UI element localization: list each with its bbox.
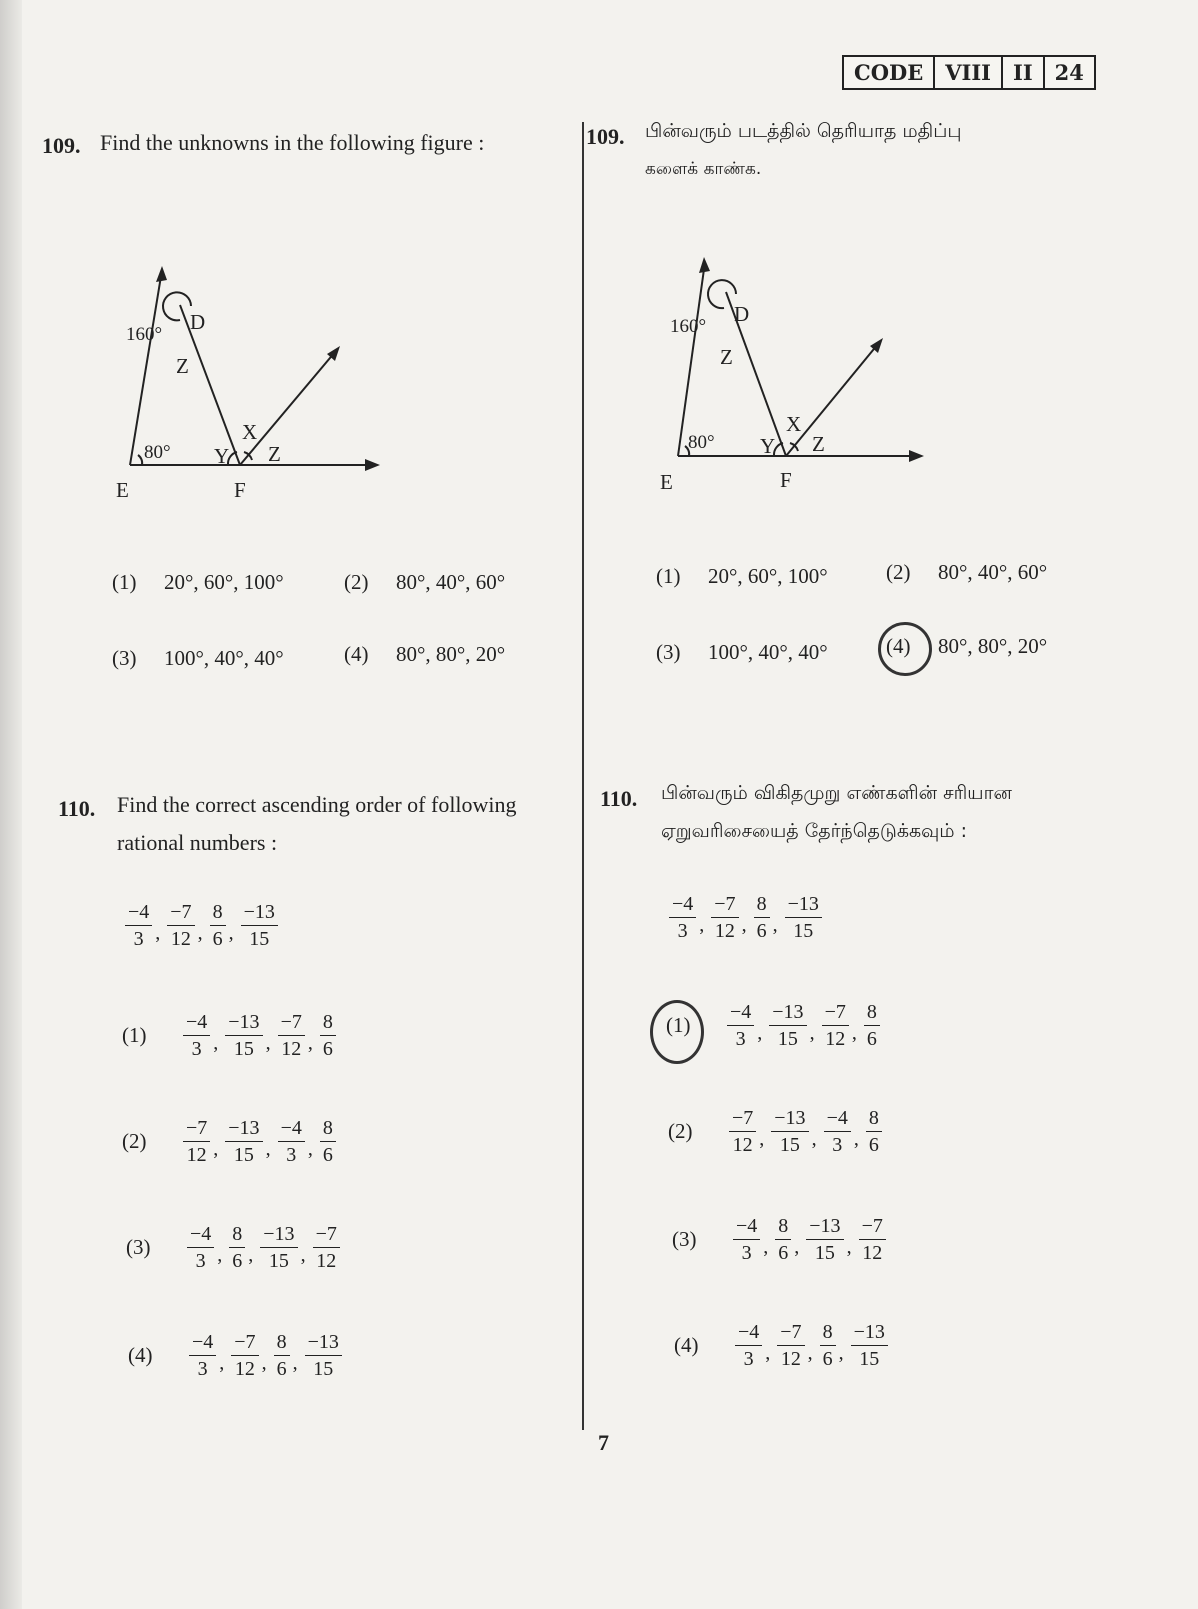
answer-circle-mark (878, 622, 932, 676)
fraction (727, 1000, 754, 1051)
denominator: 15 (249, 928, 270, 950)
fraction (735, 1320, 762, 1371)
question-number: 110. (600, 786, 638, 811)
fraction (754, 892, 770, 943)
denominator: 15 (268, 1250, 289, 1272)
fraction (824, 1106, 851, 1157)
fraction (320, 1116, 336, 1167)
denominator: 3 (832, 1134, 843, 1156)
denominator: 3 (197, 1358, 208, 1380)
figure-label: Z (176, 354, 189, 378)
denominator: 12 (862, 1242, 883, 1264)
question-text: பின்வரும் படத்தில் தெரியாத மதிப்பு களைக் காண்க. (645, 120, 962, 179)
comma: , (265, 1138, 271, 1160)
fraction (229, 1222, 245, 1273)
denominator: 12 (281, 1038, 302, 1060)
fraction (183, 1116, 210, 1167)
denominator: 6 (822, 1348, 833, 1370)
code-part: VIII (933, 57, 1001, 88)
numerator: −7 (183, 1116, 210, 1142)
numerator: 8 (229, 1222, 245, 1248)
comma: , (763, 1236, 769, 1258)
figure-label: F (234, 478, 246, 502)
denominator: 12 (234, 1358, 255, 1380)
denominator: 6 (322, 1144, 333, 1166)
option[interactable] (122, 1010, 339, 1061)
comma: , (213, 1138, 219, 1160)
fraction (771, 1106, 808, 1157)
comma: , (794, 1236, 800, 1258)
option[interactable] (126, 1222, 343, 1273)
denominator: 15 (814, 1242, 835, 1264)
denominator: 3 (191, 1038, 202, 1060)
numerator: −7 (859, 1214, 886, 1240)
denominator: 3 (677, 920, 688, 942)
numerator: −13 (851, 1320, 888, 1346)
fraction (189, 1330, 216, 1381)
denominator: 6 (778, 1242, 789, 1264)
option[interactable] (122, 1116, 339, 1167)
denominator: 15 (777, 1028, 798, 1050)
fraction (785, 892, 822, 943)
comma: , (851, 1022, 857, 1044)
angle-figure (110, 260, 400, 510)
numerator: −4 (125, 900, 152, 926)
option[interactable]: (2) 80°, 40°, 60° (344, 570, 506, 594)
figure-label: Y (214, 444, 230, 468)
fraction (278, 1010, 305, 1061)
angle-figure (658, 250, 948, 490)
option[interactable]: (3) 100°, 40°, 40° (656, 640, 828, 664)
fraction (278, 1116, 305, 1167)
code-part: 24 (1043, 57, 1094, 88)
fraction (711, 892, 738, 943)
denominator: 15 (859, 1348, 880, 1370)
figure-label: Y (760, 434, 776, 458)
numerator: −13 (771, 1106, 808, 1132)
numerator: −7 (822, 1000, 849, 1026)
question-text: Find the correct ascending order of following rational numbers : (117, 792, 517, 855)
comma: , (807, 1342, 813, 1364)
comma: , (741, 914, 747, 936)
denominator: 12 (186, 1144, 207, 1166)
numerator: −7 (313, 1222, 340, 1248)
fraction (775, 1214, 791, 1265)
option-number: (4) (128, 1343, 153, 1367)
denominator: 12 (170, 928, 191, 950)
numerator: 8 (775, 1214, 791, 1240)
figure-label: E (660, 470, 673, 494)
option-number: (1) (666, 1013, 691, 1037)
comma: , (699, 914, 705, 936)
fraction (260, 1222, 297, 1273)
fraction (864, 1000, 880, 1051)
comma: , (757, 1022, 763, 1044)
fraction (225, 1116, 262, 1167)
denominator: 12 (732, 1134, 753, 1156)
numerator: −13 (305, 1330, 342, 1356)
option[interactable]: (2) 80°, 40°, 60° (886, 560, 1048, 584)
fraction (305, 1330, 342, 1381)
comma: , (217, 1244, 223, 1266)
numerator: −13 (241, 900, 278, 926)
denominator: 3 (286, 1144, 297, 1166)
denominator: 12 (316, 1250, 337, 1272)
denominator: 15 (233, 1144, 254, 1166)
denominator: 12 (825, 1028, 846, 1050)
question-text: Find the unknowns in the following figure : (100, 130, 485, 155)
numerator: −4 (733, 1214, 760, 1240)
denominator: 3 (735, 1028, 746, 1050)
numerator: 8 (274, 1330, 290, 1356)
given-fractions (122, 900, 281, 951)
denominator: 6 (276, 1358, 287, 1380)
denominator: 15 (313, 1358, 334, 1380)
comma: , (228, 922, 234, 944)
option[interactable] (668, 1106, 885, 1157)
comma: , (811, 1128, 817, 1150)
denominator: 12 (714, 920, 735, 942)
fraction (859, 1214, 886, 1265)
denominator: 3 (133, 928, 144, 950)
figure-label: Z (812, 432, 825, 456)
figure-label: D (190, 310, 206, 334)
comma: , (772, 914, 778, 936)
fraction (210, 900, 226, 951)
option-number: (2) (122, 1129, 147, 1153)
figure-label: X (242, 420, 258, 444)
denominator: 6 (756, 920, 767, 942)
numerator: −7 (167, 900, 194, 926)
comma: , (846, 1236, 852, 1258)
denominator: 6 (866, 1028, 877, 1050)
numerator: −13 (225, 1116, 262, 1142)
question-number: 110. (58, 796, 96, 821)
numerator: −13 (225, 1010, 262, 1036)
denominator: 15 (233, 1038, 254, 1060)
numerator: 8 (754, 892, 770, 918)
numerator: −7 (231, 1330, 258, 1356)
numerator: −13 (260, 1222, 297, 1248)
fraction (777, 1320, 804, 1371)
option[interactable]: (1) 20°, 60°, 100° (112, 570, 284, 594)
comma: , (853, 1128, 859, 1150)
comma: , (213, 1032, 219, 1054)
denominator: 3 (741, 1242, 752, 1264)
numerator: −13 (806, 1214, 843, 1240)
fraction (669, 892, 696, 943)
option[interactable] (128, 1330, 345, 1381)
option[interactable] (672, 1214, 889, 1265)
figure-label: 80° (688, 432, 715, 453)
numerator: −7 (278, 1010, 305, 1036)
numerator: −4 (824, 1106, 851, 1132)
fraction (125, 900, 152, 951)
code-box (842, 55, 1096, 90)
numerator: −4 (669, 892, 696, 918)
numerator: −4 (278, 1116, 305, 1142)
option-number: (3) (126, 1235, 151, 1259)
fraction (187, 1222, 214, 1273)
figure-label: Z (720, 345, 733, 369)
question-number: 109. (42, 133, 81, 158)
figure-label: E (116, 478, 129, 502)
comma: , (809, 1022, 815, 1044)
numerator: 8 (320, 1010, 336, 1036)
option-number: (4) (674, 1333, 699, 1357)
fraction (769, 1000, 806, 1051)
numerator: 8 (320, 1116, 336, 1142)
numerator: 8 (866, 1106, 882, 1132)
denominator: 15 (793, 920, 814, 942)
fraction (851, 1320, 888, 1371)
numerator: 8 (820, 1320, 836, 1346)
fraction (313, 1222, 340, 1273)
figure-label: D (734, 302, 750, 326)
option[interactable]: (4) 80°, 80°, 20° (886, 634, 1048, 658)
option-number: (2) (668, 1119, 693, 1143)
fraction (733, 1214, 760, 1265)
code-label: CODE (854, 60, 924, 85)
denominator: 12 (780, 1348, 801, 1370)
numerator: −13 (769, 1000, 806, 1026)
denominator: 15 (779, 1134, 800, 1156)
comma: , (219, 1352, 225, 1374)
numerator: −4 (727, 1000, 754, 1026)
given-fractions (666, 892, 825, 943)
fraction (320, 1010, 336, 1061)
numerator: −13 (785, 892, 822, 918)
answer-circle-mark (650, 1000, 704, 1064)
column-divider (582, 122, 584, 1430)
denominator: 6 (232, 1250, 243, 1272)
denominator: 6 (212, 928, 223, 950)
comma: , (248, 1244, 254, 1266)
numerator: −7 (729, 1106, 756, 1132)
denominator: 6 (322, 1038, 333, 1060)
option-number: (3) (672, 1227, 697, 1251)
option[interactable]: (4) 80°, 80°, 20° (344, 642, 506, 666)
fraction (231, 1330, 258, 1381)
comma: , (300, 1244, 306, 1266)
denominator: 3 (743, 1348, 754, 1370)
comma: , (261, 1352, 267, 1374)
option[interactable] (674, 1320, 891, 1371)
fraction (866, 1106, 882, 1157)
comma: , (292, 1352, 298, 1374)
comma: , (765, 1342, 771, 1364)
fraction (241, 900, 278, 951)
option[interactable]: (1) 20°, 60°, 100° (656, 564, 828, 588)
numerator: 8 (210, 900, 226, 926)
option[interactable]: (3) 100°, 40°, 40° (112, 646, 284, 670)
numerator: 8 (864, 1000, 880, 1026)
comma: , (759, 1128, 765, 1150)
fraction (274, 1330, 290, 1381)
comma: , (307, 1032, 313, 1054)
comma: , (197, 922, 203, 944)
comma: , (838, 1342, 844, 1364)
figure-label: 160° (126, 324, 163, 345)
numerator: −7 (777, 1320, 804, 1346)
code-part: II (1001, 57, 1043, 88)
comma: , (155, 922, 161, 944)
numerator: −4 (187, 1222, 214, 1248)
question-number: 109. (586, 124, 625, 149)
fraction (822, 1000, 849, 1051)
numerator: −4 (735, 1320, 762, 1346)
figure-label: Z (268, 442, 281, 466)
page-number: 7 (598, 1430, 609, 1455)
numerator: −4 (189, 1330, 216, 1356)
fraction (167, 900, 194, 951)
fraction (225, 1010, 262, 1061)
numerator: −4 (183, 1010, 210, 1036)
fraction (806, 1214, 843, 1265)
numerator: −7 (711, 892, 738, 918)
fraction (183, 1010, 210, 1061)
option-number: (1) (122, 1023, 147, 1047)
fraction (820, 1320, 836, 1371)
figure-label: F (780, 468, 792, 492)
scan-shadow (0, 0, 22, 1609)
figure-label: 160° (670, 316, 707, 337)
fraction (729, 1106, 756, 1157)
comma: , (307, 1138, 313, 1160)
comma: , (265, 1032, 271, 1054)
denominator: 6 (868, 1134, 879, 1156)
denominator: 3 (195, 1250, 206, 1272)
figure-label: 80° (144, 442, 171, 463)
figure-label: X (786, 412, 802, 436)
question-text: பின்வரும் விகிதமுறு எண்களின் சரியான ஏறுவரிசையைத் தேர்ந்தெடுக்கவும் : (661, 782, 1012, 842)
